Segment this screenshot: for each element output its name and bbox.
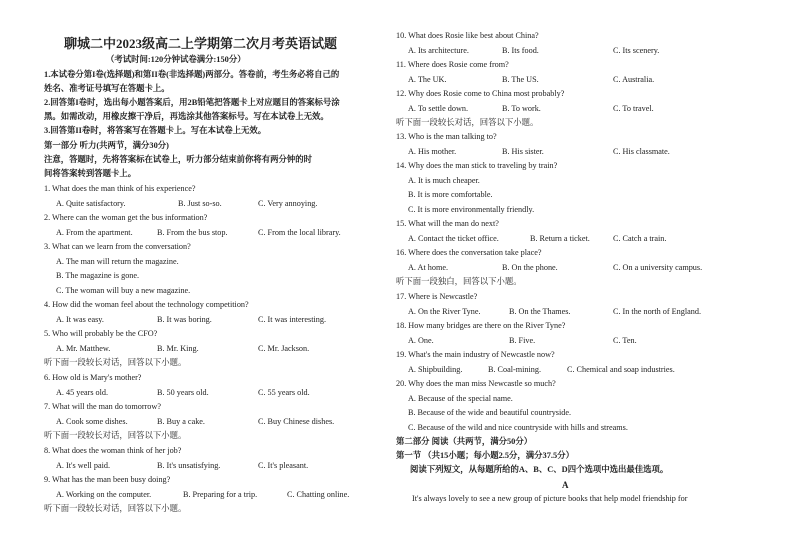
question-stem: 12. Why does Rosie come to China most probably? xyxy=(396,89,565,98)
question-stem: 3. What can we learn from the conversation? xyxy=(44,242,191,251)
question-stem: 18. How many bridges are there on the River Tyne? xyxy=(396,321,566,330)
answer-option: C. To travel. xyxy=(613,104,654,113)
section-note: 听下面一段较长对话，回答以下小题。 xyxy=(44,431,187,440)
part1-note: 注意，答题时，先将答案标在试卷上，听力部分结束前你将有两分钟的时 xyxy=(44,155,312,164)
answer-option: C. Mr. Jackson. xyxy=(258,344,310,353)
question-stem: 16. Where does the conversation take place? xyxy=(396,248,542,257)
answer-option: B. Because of the wide and beautiful countryside. xyxy=(408,408,572,417)
answer-option: A. Working on the computer. xyxy=(56,490,152,499)
answer-option: C. Because of the wild and nice countryside with hills and streams. xyxy=(408,423,628,432)
question-stem: 2. Where can the woman get the bus information? xyxy=(44,213,208,222)
answer-option: B. Mr. King. xyxy=(157,344,199,353)
answer-option: A. The man will return the magazine. xyxy=(56,257,179,266)
answer-option: A. On the River Tyne. xyxy=(408,307,481,316)
answer-option: B. To work. xyxy=(502,104,541,113)
answer-option: C. Chemical and soap industries. xyxy=(567,365,675,374)
answer-option: C. Catch a train. xyxy=(613,234,667,243)
answer-option: A. From the apartment. xyxy=(56,228,133,237)
question-stem: 8. What does the woman think of her job? xyxy=(44,446,182,455)
question-stem: 14. Why does the man stick to traveling by train? xyxy=(396,161,558,170)
answer-option: A. The UK. xyxy=(408,75,447,84)
question-stem: 20. Why does the man miss Newcastle so much? xyxy=(396,379,556,388)
answer-option: B. Five. xyxy=(509,336,536,345)
part1-note: 间将答案转到答题卡上。 xyxy=(44,169,137,178)
instruction-line: 黑。如需改动，用橡皮擦干净后，再选涂其他答案标号。写在本试卷上无效。 xyxy=(44,112,329,121)
answer-option: C. Its scenery. xyxy=(613,46,660,55)
question-stem: 17. Where is Newcastle? xyxy=(396,292,478,301)
question-stem: 15. What will the man do next? xyxy=(396,219,499,228)
passage-text: It's always lovely to see a new group of picture books that help model friendship for xyxy=(412,494,688,503)
answer-option: B. 50 years old. xyxy=(157,388,209,397)
part1-heading: 第一部分 听力(共两节，满分30分) xyxy=(44,141,169,150)
instruction-line: 3.回答第II卷时，将答案写在答题卡上。写在本试卷上无效。 xyxy=(44,126,267,135)
answer-option: B. The US. xyxy=(502,75,539,84)
answer-option: B. It is more comfortable. xyxy=(408,190,493,199)
answer-option: C. Australia. xyxy=(613,75,655,84)
answer-option: A. To settle down. xyxy=(408,104,468,113)
answer-option: A. Cook some dishes. xyxy=(56,417,128,426)
answer-option: C. From the local library. xyxy=(258,228,341,237)
answer-option: C. The woman will buy a new magazine. xyxy=(56,286,191,295)
reading-directions: 阅读下列短文，从每题所给的A、B、C、D四个选项中选出最佳选项。 xyxy=(410,465,669,474)
exam-info: （考试时间:120分钟试卷满分:150分） xyxy=(106,55,246,64)
answer-option: C. It is more environmentally friendly. xyxy=(408,205,535,214)
question-stem: 7. What will the man do tomorrow? xyxy=(44,402,161,411)
answer-option: B. On the phone. xyxy=(502,263,558,272)
question-stem: 13. Who is the man talking to? xyxy=(396,132,497,141)
answer-option: C. Ten. xyxy=(613,336,637,345)
answer-option: B. From the bus stop. xyxy=(157,228,228,237)
answer-option: B. Return a ticket. xyxy=(530,234,590,243)
question-stem: 6. How old is Mary's mother? xyxy=(44,373,142,382)
instruction-line: 2.回答第I卷时，选出每小题答案后，用2B铅笔把答题卡上对应题目的答案标号涂 xyxy=(44,98,340,107)
answer-option: A. At home. xyxy=(408,263,449,272)
question-stem: 11. Where does Rosie come from? xyxy=(396,60,509,69)
question-stem: 5. Who will probably be the CFO? xyxy=(44,329,158,338)
answer-option: C. Chatting online. xyxy=(287,490,350,499)
question-stem: 9. What has the man been busy doing? xyxy=(44,475,171,484)
answer-option: A. Shipbuilding. xyxy=(408,365,463,374)
answer-option: A. Mr. Matthew. xyxy=(56,344,111,353)
question-stem: 10. What does Rosie like best about China? xyxy=(396,31,539,40)
instruction-line: 姓名、准考证号填写在答题卡上。 xyxy=(44,84,170,93)
section-note: 听下面一段独白，回答以下小题。 xyxy=(396,277,522,286)
question-stem: 1. What does the man think of his experience? xyxy=(44,184,196,193)
answer-option: B. Its food. xyxy=(502,46,539,55)
section-heading: 第一节 （共15小题；每小题2.5分，满分37.5分） xyxy=(396,451,574,460)
question-stem: 19. What's the main industry of Newcastle now? xyxy=(396,350,555,359)
answer-option: A. Its architecture. xyxy=(408,46,469,55)
answer-option: C. It's pleasant. xyxy=(258,461,309,470)
answer-option: B. It's unsatisfying. xyxy=(157,461,221,470)
answer-option: C. Buy Chinese dishes. xyxy=(258,417,335,426)
passage-label: A xyxy=(562,480,569,490)
answer-option: A. It was easy. xyxy=(56,315,104,324)
answer-option: A. His mother. xyxy=(408,147,457,156)
answer-option: C. In the north of England. xyxy=(613,307,701,316)
exam-title: 聊城二中2023级高二上学期第二次月考英语试题 xyxy=(64,36,338,51)
instruction-line: 1.本试卷分第I卷(选择题)和第II卷(非选择题)两部分。答卷前，考生务必将自己的 xyxy=(44,70,340,79)
answer-option: C. 55 years old. xyxy=(258,388,310,397)
answer-option: B. Preparing for a trip. xyxy=(183,490,258,499)
answer-option: A. It's well paid. xyxy=(56,461,111,470)
answer-option: A. 45 years old. xyxy=(56,388,109,397)
answer-option: B. His sister. xyxy=(502,147,544,156)
answer-option: C. His classmate. xyxy=(613,147,670,156)
answer-option: B. The magazine is gone. xyxy=(56,271,140,280)
answer-option: A. One. xyxy=(408,336,434,345)
answer-option: A. It is much cheaper. xyxy=(408,176,480,185)
section-note: 听下面一段较长对话，回答以下小题。 xyxy=(44,504,187,513)
answer-option: B. Coal-mining. xyxy=(488,365,541,374)
answer-option: B. Buy a cake. xyxy=(157,417,205,426)
part2-heading: 第二部分 阅读（共两节，满分50分） xyxy=(396,437,533,446)
section-note: 听下面一段较长对话，回答以下小题。 xyxy=(396,118,539,127)
section-note: 听下面一段较长对话，回答以下小题。 xyxy=(44,358,187,367)
answer-option: A. Quite satisfactory. xyxy=(56,199,126,208)
answer-option: B. On the Thames. xyxy=(509,307,571,316)
answer-option: B. It was boring. xyxy=(157,315,212,324)
answer-option: A. Contact the ticket office. xyxy=(408,234,499,243)
answer-option: B. Just so-so. xyxy=(178,199,222,208)
answer-option: A. Because of the special name. xyxy=(408,394,513,403)
question-stem: 4. How did the woman feel about the technology competition? xyxy=(44,300,249,309)
answer-option: C. On a university campus. xyxy=(613,263,703,272)
answer-option: C. It was interesting. xyxy=(258,315,326,324)
answer-option: C. Very annoying. xyxy=(258,199,318,208)
